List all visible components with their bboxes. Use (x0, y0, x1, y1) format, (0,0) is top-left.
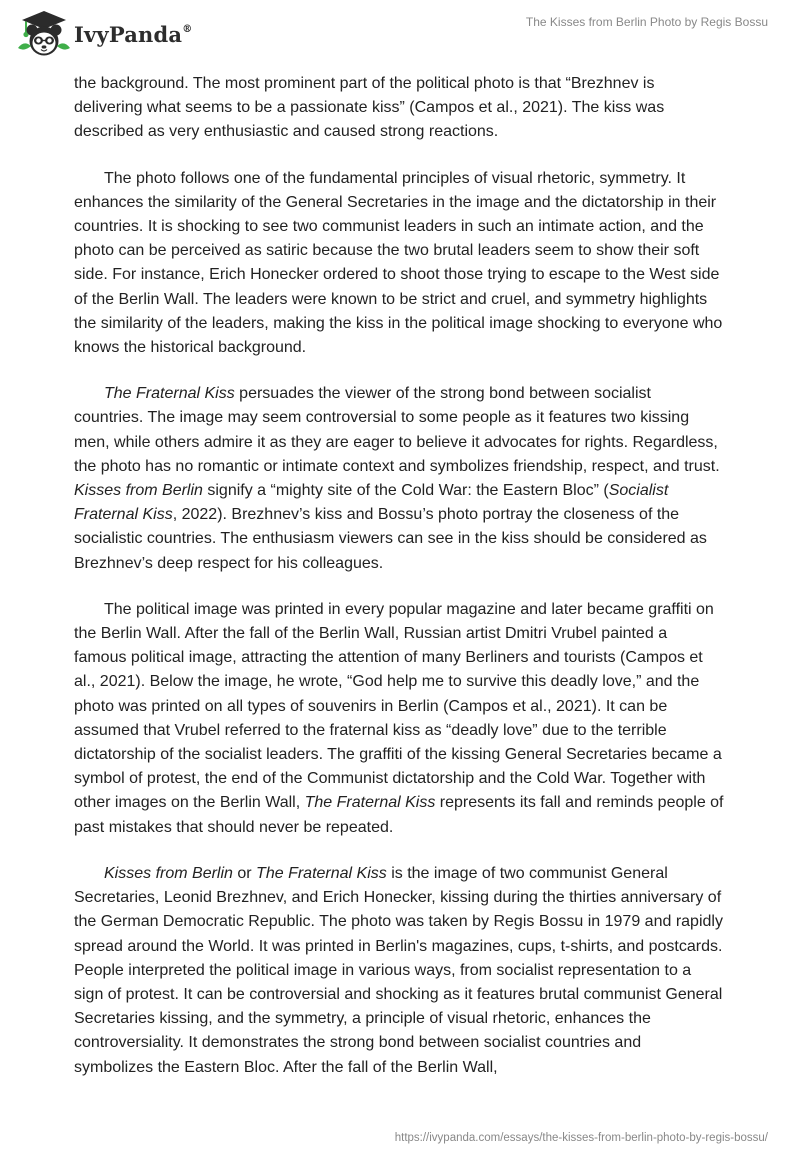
paragraph (74, 167, 724, 361)
page-header (0, 0, 800, 72)
paragraph-text: represents its fall and reminds people of past mistakes that should never be repeated. (74, 794, 724, 836)
ivypanda-logo[interactable] (14, 8, 192, 58)
italic-title: Kisses from Berlin (104, 864, 233, 882)
paragraph (74, 382, 724, 576)
registered-mark: ® (182, 23, 193, 35)
paragraph-text: or (232, 864, 257, 882)
paragraph (74, 72, 724, 145)
italic-title: The Fraternal Kiss (104, 385, 235, 403)
document-title: The Kisses from Berlin Photo by Regis Bossu (525, 15, 768, 29)
italic-title: The Fraternal Kiss (256, 864, 387, 882)
italic-title: Kisses from Berlin (74, 482, 203, 500)
paragraph-text: The photo follows one of the fundamental principles of visual rhetoric, symmetry. It enhances the similarity of the General Secretaries in the image and the dictatorship in their countries. It is shocking to see two communist leaders in such an intimate action, and the photo can be perceived as satiric because the two brutal leaders seem to show their soft side. For instance, Erich Honecker ordered to shoot those trying to escape to the West side of the Berlin Wall. The leaders were known to be strict and cruel, and symmetry highlights the similarity of the leaders, making the kiss in the political image shocking to everyone who knows the historical background. (74, 169, 723, 357)
panda-logo-icon (14, 8, 70, 58)
logo-wordmark: IvyPanda® (74, 21, 193, 47)
italic-title: The Fraternal Kiss (304, 794, 436, 812)
paragraph-text: The political image was printed in every popular magazine and later became graffiti on the Berlin Wall. After the fall of the Berlin Wall, Russian artist Dmitri Vrubel painted a famous political image, attracting the attention of many Berliners and tourists (Campos et al., 2021). Below the image, he wrote, “God help me to survive this deadly love,” and the photo was printed on all types of souvenirs in Berlin (Campos et al., 2021). It can be assumed that Vrubel referred to the fraternal kiss as “deadly love” due to the terrible dictatorship of the socialist leaders. The graffiti of the kissing General Secretaries became a symbol of protest, the end of the Communist dictatorship and the Cold War. Together with other images on the Berlin Wall, (74, 600, 722, 812)
italic-title: Socialist Fraternal Kiss (74, 482, 669, 524)
paragraph-text: signify a “mighty site of the Cold War: the Eastern Bloc” ( (202, 482, 609, 500)
paragraph (74, 862, 724, 1080)
paragraph (74, 598, 724, 840)
paragraph-text: persuades the viewer of the strong bond between socialist countries. The image may seem controversial to some people as it features two kissing men, while others admire it as they are eager to believe it advocates for rights. Regardless, the photo has no romantic or intimate context and symbolizes friendship, respect, and trust. (74, 385, 720, 475)
paragraph-text: is the image of two communist General Secretaries, Leonid Brezhnev, and Erich Honecker, kissing during the thirties anniversary of the German Democratic Republic. The photo was taken by Regis Bossu in 1979 and rapidly spread around the World. It was printed in Berlin's magazines, cups, t-shirts, and postcards. People interpreted the political image in various ways, from socialist representation to a sign of protest. It can be controversial and shocking as it features brutal communist General Secretaries kissing, and the symmetry, a principle of visual rhetoric, enhances the controversiality. It demonstrates the strong bond between socialist countries and symbolizes the Eastern Bloc. After the fall of the Berlin Wall, (74, 864, 723, 1076)
essay-body (74, 72, 724, 1080)
paragraph-text: , 2022). Brezhnev’s kiss and Bossu’s photo portray the closeness of the socialistic countries. The enthusiasm viewers can see in the kiss should be considered as Brezhnev’s deep respect for his colleagues. (74, 506, 707, 572)
paragraph-text: the background. The most prominent part of the political photo is that “Brezhnev is delivering what seems to be a passionate kiss” (Campos et al., 2021). The kiss was described as very enthusiastic and caused strong reactions. (74, 75, 665, 141)
page-url[interactable]: https://ivypanda.com/essays/the-kisses-from-berlin-photo-by-regis-bossu/ (394, 1132, 768, 1144)
